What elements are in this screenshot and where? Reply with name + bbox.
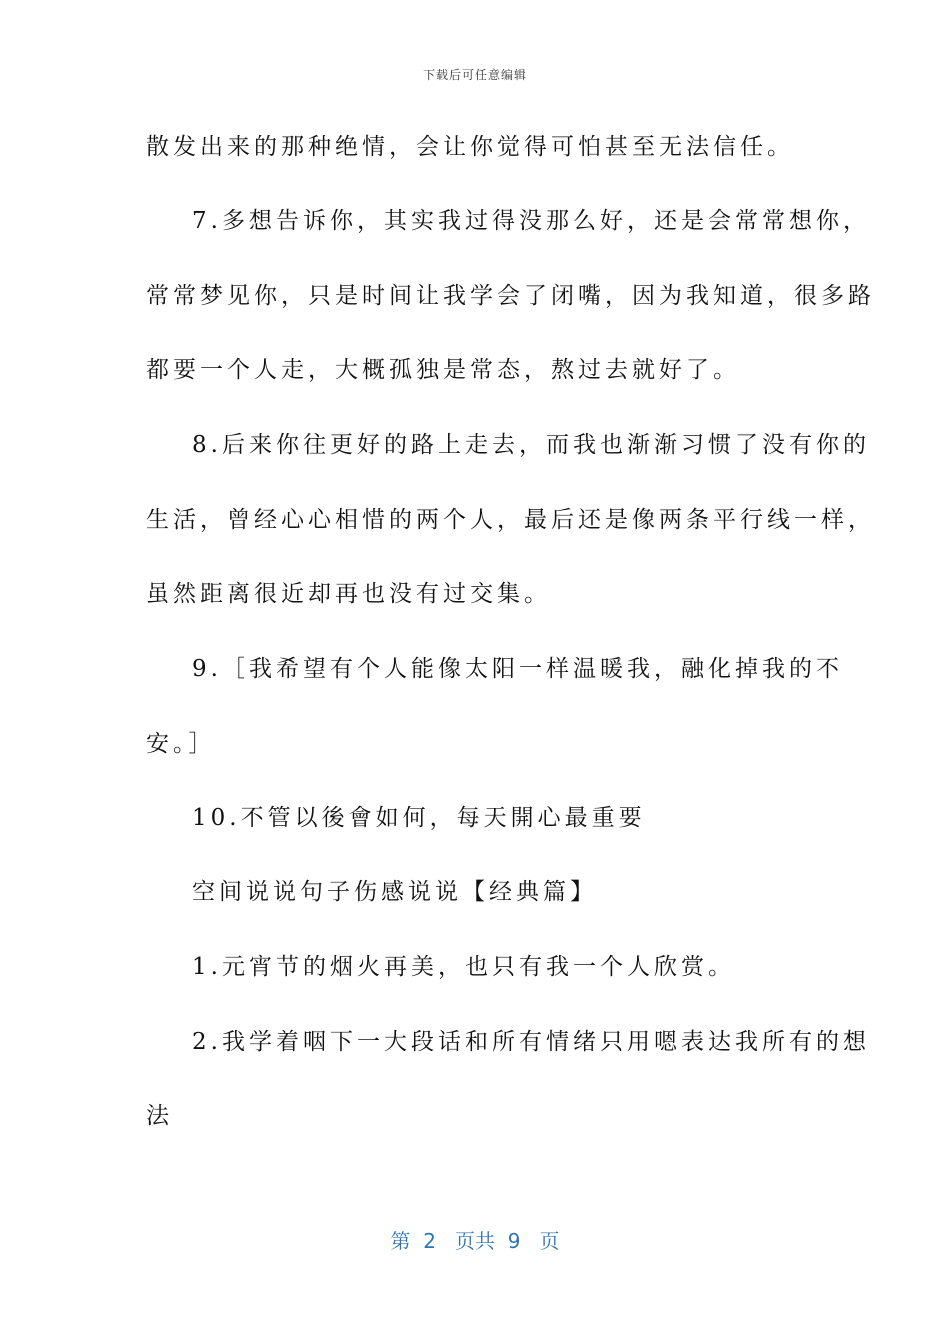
paragraph-line: 安。］ <box>146 731 216 757</box>
page-footer: 第 2 页共 9 页 <box>390 1229 560 1253</box>
paragraph-line: 常常梦见你，只是时间让我学会了闭嘴，因为我知道，很多路 <box>146 283 875 309</box>
page-header: 下载后可任意编辑 <box>422 68 527 82</box>
paragraph-line: 7.多想告诉你，其实我过得没那么好，还是会常常想你， <box>192 208 870 234</box>
paragraph-line: 生活，曾经心心相惜的两个人，最后还是像两条平行线一样， <box>146 507 875 533</box>
paragraph-line: 都要一个人走，大概孤独是常态，熬过去就好了。 <box>146 357 740 383</box>
paragraph-line: 2.我学着咽下一大段话和所有情绪只用嗯表达我所有的想 <box>192 1029 870 1055</box>
paragraph-line: 法 <box>146 1103 173 1129</box>
paragraph-line: 1.元宵节的烟火再美，也只有我一个人欣赏。 <box>192 954 735 980</box>
paragraph-line: 8.后来你往更好的路上走去，而我也渐渐习惯了没有你的 <box>192 432 870 458</box>
paragraph-line: 10.不管以後會如何，每天開心最重要 <box>192 805 646 831</box>
paragraph-line: 9.［我希望有个人能像太阳一样温暖我，融化掉我的不 <box>192 656 843 682</box>
paragraph-line: 虽然距离很近却再也没有过交集。 <box>146 581 551 607</box>
section-heading: 空间说说句子伤感说说【经典篇】 <box>192 879 597 905</box>
paragraph-line: 散发出来的那种绝情，会让你觉得可怕甚至无法信任。 <box>146 134 794 160</box>
